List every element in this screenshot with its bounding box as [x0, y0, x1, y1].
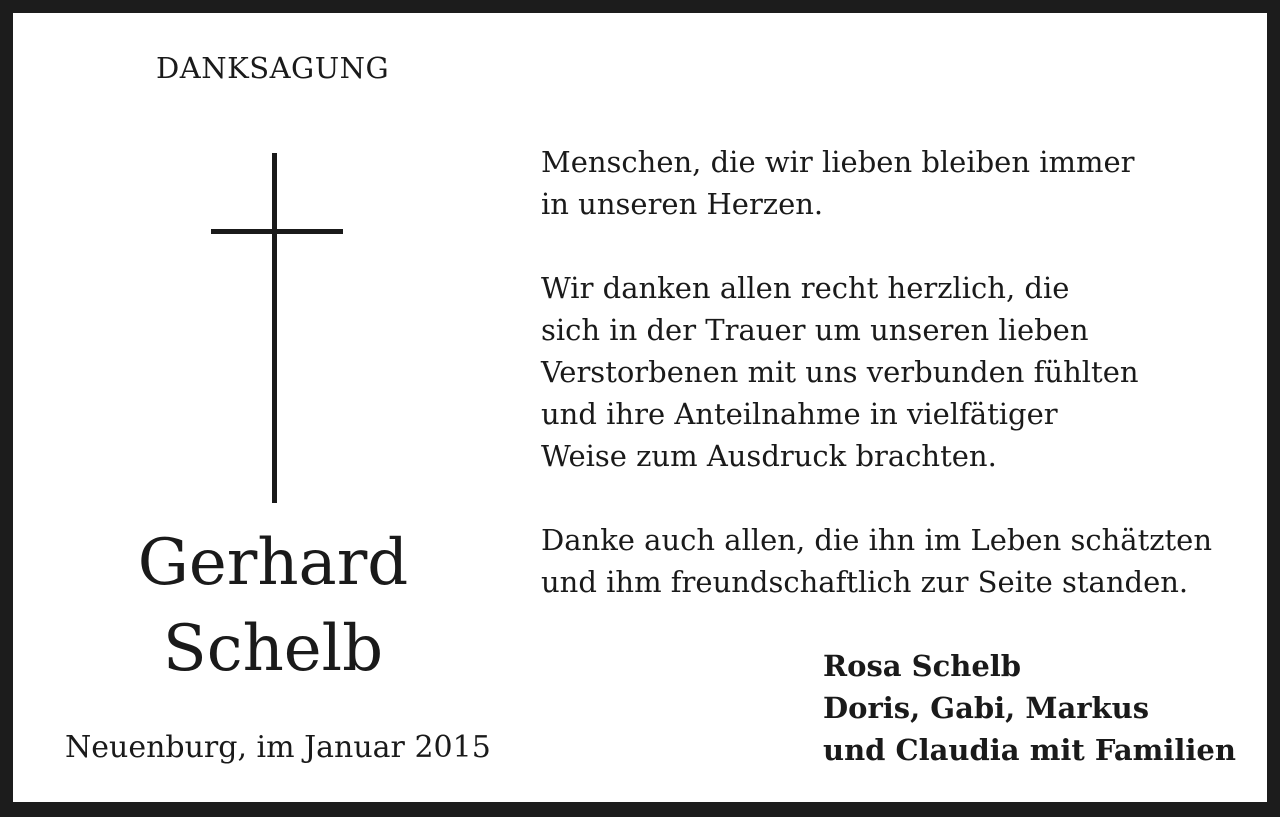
- message-paragraph: [541, 519, 1212, 603]
- message-line: Danke auch allen, die ihn im Leben schätzten: [541, 523, 1213, 557]
- message-line: und ihre Anteilnahme in vielfätiger: [541, 397, 1058, 431]
- message-line: Menschen, die wir lieben bleiben immer: [541, 145, 1135, 179]
- message-line: sich in der Trauer um unseren lieben: [541, 313, 1089, 347]
- thank-you-message: [541, 141, 1212, 645]
- notice-heading: DANKSAGUNG: [156, 51, 390, 85]
- obituary-card: [13, 13, 1267, 802]
- place-date: Neuenburg, im Januar 2015: [65, 730, 491, 765]
- message-paragraph: [541, 141, 1212, 225]
- message-paragraph: [541, 267, 1212, 477]
- cross-icon: [211, 153, 343, 505]
- message-line: Weise zum Ausdruck brachten.: [541, 439, 997, 473]
- message-line: Wir danken allen recht herzlich, die: [541, 271, 1070, 305]
- deceased-first-name: Gerhard: [137, 526, 409, 600]
- signatory-line: und Claudia mit Familien: [823, 733, 1236, 767]
- message-line: in unseren Herzen.: [541, 187, 824, 221]
- signatories: [823, 645, 1236, 771]
- signatory-line: Doris, Gabi, Markus: [823, 691, 1150, 725]
- cross-vertical-bar: [272, 153, 277, 503]
- signatory-line: Rosa Schelb: [823, 649, 1022, 683]
- message-line: Verstorbenen mit uns verbunden fühlten: [541, 355, 1139, 389]
- deceased-last-name: Schelb: [162, 612, 384, 686]
- message-line: und ihm freundschaftlich zur Seite standen.: [541, 565, 1189, 599]
- cross-horizontal-bar: [211, 229, 343, 234]
